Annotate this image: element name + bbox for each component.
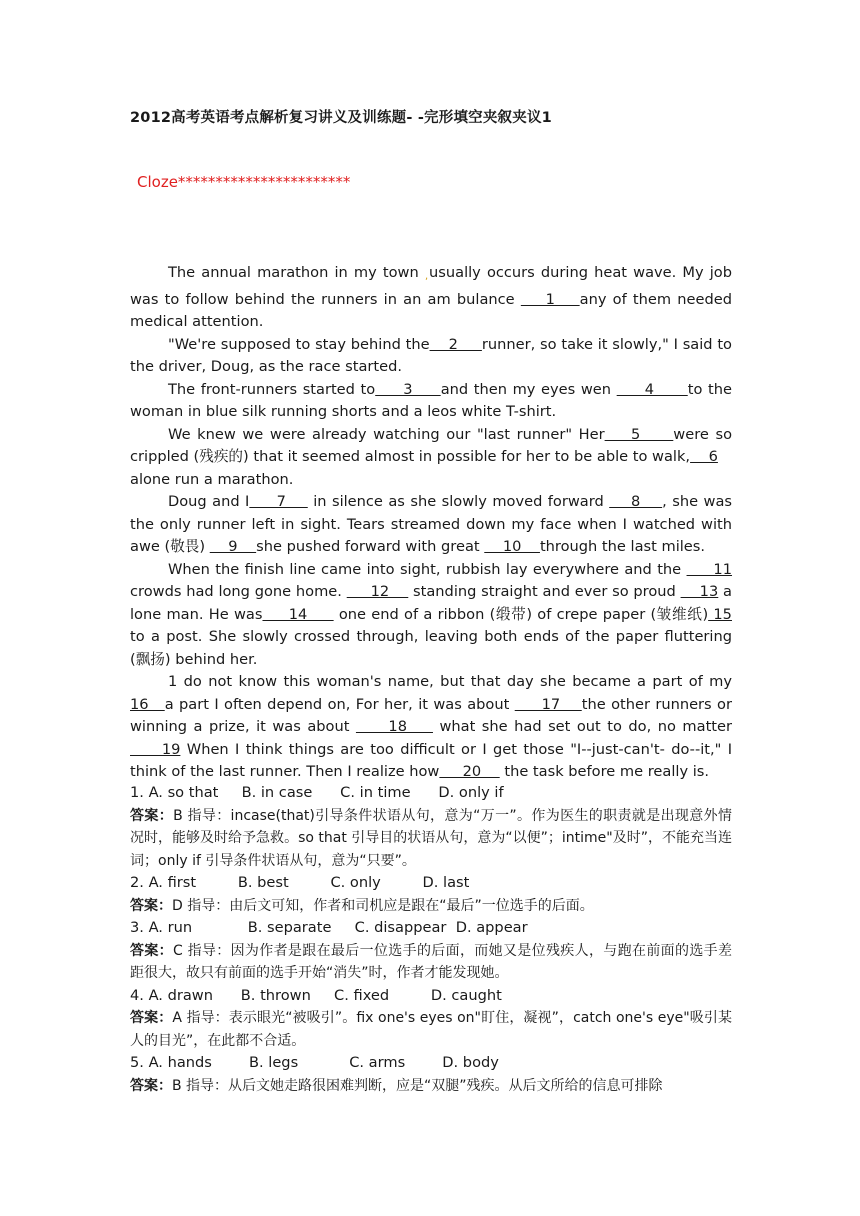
document-title: 2012高考英语考点解析复习讲义及训练题- -完形填空夹叙夹议1 [130, 110, 552, 126]
question-3 [130, 917, 732, 985]
text: The annual marathon in my town [168, 264, 425, 281]
blank-8: 8 [609, 493, 663, 510]
blank-2: 2 [429, 335, 482, 353]
text: through the last miles. [539, 538, 706, 555]
text: what she had set out to do, no matter [432, 718, 733, 735]
text: she pushed forward with great [256, 538, 485, 555]
text: When the finish line came into sight, rubbish lay everywhere and the [168, 560, 687, 578]
text: We knew we were already watching our "last runner" Her [168, 425, 605, 443]
question-5 [130, 1052, 732, 1097]
text: the other runners or winning a prize, it was about [130, 695, 732, 735]
blank-12: 12 [346, 583, 409, 600]
text: in silence as she slowly moved forward [307, 493, 610, 510]
answer-label: 答案： [130, 1010, 173, 1026]
text: a lone man. He was [130, 583, 732, 623]
answer-explanation [130, 1007, 732, 1052]
paragraph-4-continued [130, 469, 732, 492]
answer-text: A 指导：表示眼光“被吸引”。fix one's eyes on"盯住，凝视”，catch one's eye"吸引某人的目光”，在此都不合适。 [130, 1010, 733, 1049]
question-1 [130, 782, 732, 872]
blank-14: 14 [262, 605, 334, 623]
text: to a post. She slowly crossed through, leaving both ends of the paper fluttering (飘扬) behind her. [130, 628, 732, 668]
text: usually occurs during heat wave. My job was to follow behind the runners in an am bulance [130, 264, 732, 308]
answer-label: 答案： [130, 897, 172, 914]
answer-text: B 指导：从后文她走路很困难判断，应是“双腿”残疾。从后文所给的信息可排除 [172, 1077, 663, 1094]
blank-9: 9 [209, 538, 257, 555]
question-2 [130, 872, 732, 917]
answer-text: D 指导：由后文可知，作者和司机应是跟在“最后”一位选手的后面。 [172, 897, 594, 914]
text: Doug and I [168, 493, 250, 510]
blank-5: 5 [604, 425, 674, 443]
blank-13: 13 [680, 583, 719, 600]
paragraph-3 [130, 379, 732, 424]
text: "We're supposed to stay behind the [168, 335, 430, 353]
answer-label: 答案： [130, 942, 174, 959]
answer-explanation [130, 805, 732, 873]
margin-mark-icon: ‚ [424, 271, 429, 282]
answer-text: C 指导：因为作者是跟在最后一位选手的后面，而她又是位残疾人，与跑在前面的选手差距很大，故只有前面的选手开始“消失”时，作者才能发现她。 [130, 942, 732, 981]
question-options: 5. A. hands B. legs C. arms D. body [130, 1054, 499, 1071]
text: were so crippled (残疾的) that it seemed almost in possible for her to be able to walk, [130, 425, 733, 465]
blank-19: 19 [130, 740, 181, 758]
blank-3: 3 [375, 380, 441, 398]
text: When I think things are too difficult or I get those "I--just-can't- do--it," I think of the last runner. Then I realize how [130, 740, 733, 780]
paragraph-4 [130, 424, 732, 469]
paragraph-5 [130, 491, 732, 559]
text: to the woman in blue silk running shorts and a leos white T-shirt. [130, 380, 732, 420]
text: runner, so take it slowly," I said to the driver, Doug, as the race started. [130, 335, 732, 375]
text: one end of a ribbon (缎带) of crepe paper (皱维纸) [333, 605, 709, 623]
blank-11: 11 [686, 560, 733, 578]
answer-explanation [130, 1075, 732, 1098]
blank-10: 10 [484, 538, 540, 555]
section-heading: Cloze*********************** [137, 173, 351, 191]
answer-label: 答案： [130, 807, 174, 824]
cloze-passage [130, 262, 732, 784]
blank-16: 16 [130, 695, 165, 713]
paragraph-7 [130, 671, 732, 784]
text: The front-runners started to [168, 380, 376, 398]
answer-explanation [130, 940, 732, 985]
text: crowds had long gone home. [130, 583, 347, 600]
paragraph-2 [130, 334, 732, 379]
answer-text: B 指导：incase(that)引导条件状语从句，意为“万一”。作为医生的职责就是出现意外情况时，能够及时给予急救。so that 引导目的状语从句，意为“以便”；intime"及时”，不能充当连词；only if 引导条件状语从句，意为“只要”。 [130, 807, 732, 869]
text: , she was the only runner left in sight. Tears streamed down my face when I watched with awe (敬畏) [130, 493, 733, 555]
text: and then my eyes wen [440, 380, 617, 398]
blank-1: 1 [520, 290, 580, 308]
answer-label: 答案： [130, 1077, 172, 1094]
question-options: 3. A. run B. separate C. disappear D. appear [130, 919, 528, 936]
blank-15: 15 [708, 605, 732, 623]
text: a part I often depend on, For her, it was about [164, 695, 515, 713]
blank-17: 17 [514, 695, 582, 713]
paragraph-6 [130, 559, 732, 672]
paragraph-1 [130, 262, 732, 334]
text: 1 do not know this woman's name, but that day she became a part of my [168, 673, 732, 690]
question-options: 4. A. drawn B. thrown C. fixed D. caught [130, 986, 502, 1004]
question-4 [130, 985, 732, 1053]
blank-7: 7 [249, 493, 308, 510]
blank-20: 20 [439, 763, 500, 780]
text: the task before me really is. [499, 763, 710, 780]
question-options: 1. A. so that B. in case C. in time D. only if [130, 784, 504, 801]
text: alone run a marathon. [130, 470, 294, 488]
blank-18: 18 [355, 718, 433, 735]
text: standing straight and ever so proud [408, 583, 681, 600]
blank-6: 6 [690, 448, 718, 465]
text: any of them needed medical attention. [130, 290, 732, 330]
answer-explanation [130, 895, 732, 918]
blank-4: 4 [616, 380, 688, 398]
answer-section [130, 782, 732, 1097]
question-options: 2. A. first B. best C. only D. last [130, 874, 470, 891]
